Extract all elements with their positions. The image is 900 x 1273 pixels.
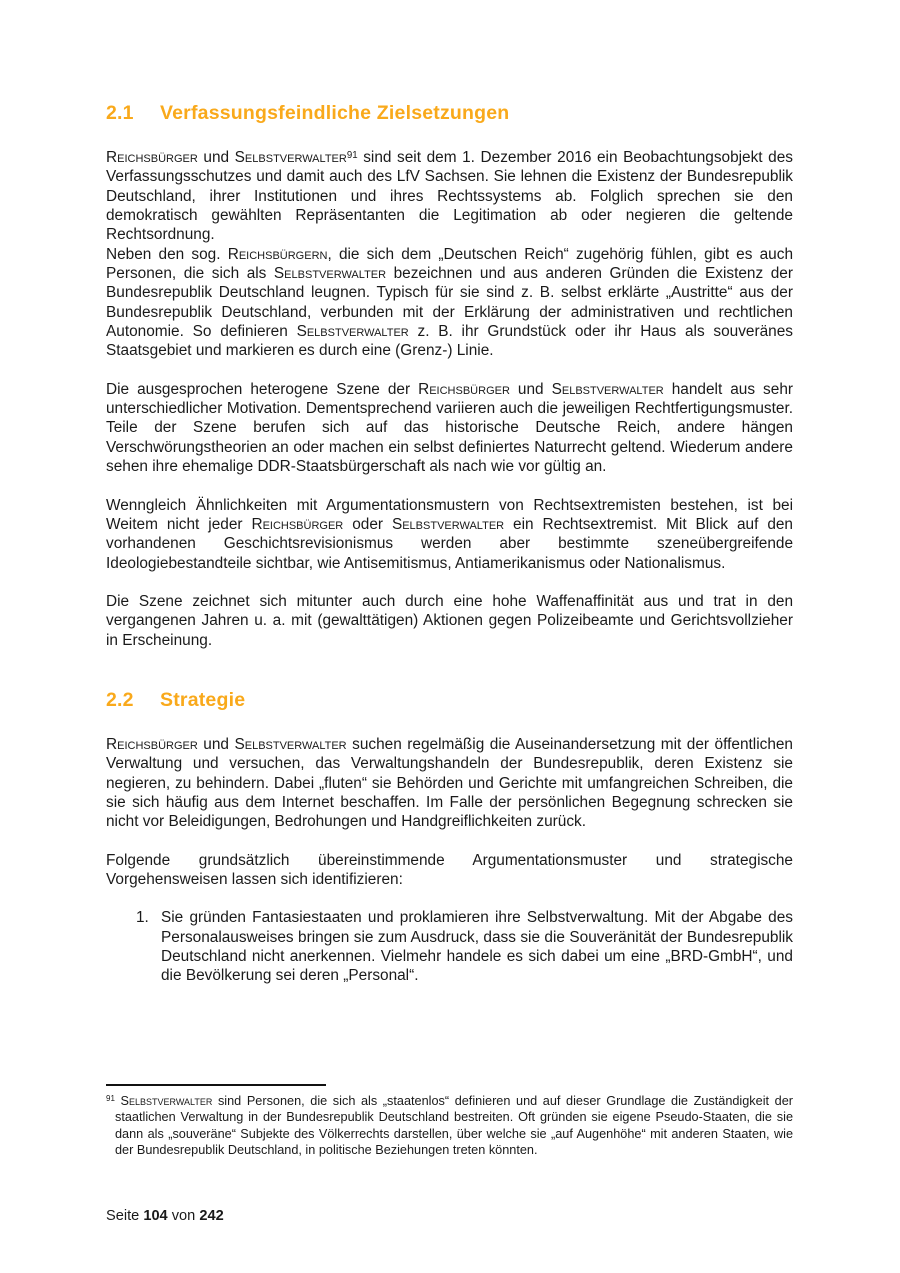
smallcaps-term: Selbstverwalter	[273, 265, 387, 283]
text-segment: sind Personen, die sich als „staatenlos“ definieren und auf dieser Grundlage die Zuständigkeit der staatlichen Verwaltung in der Bundesrepublik Deutschland bestreiten. Oft gründen sie eigene Pseudo-Staaten, die sie dann als „souveräne“ Subjekte des Völkerrechts darstellen, über welche sie „auf Augenhöhe“ mit anderen Staaten, wie der Bundesrepublik Deutschland, in politische Beziehungen treten könnten.	[115, 1094, 793, 1157]
text-segment: bezeichnen und aus anderen Gründen die Existenz der Bundesrepublik Deutschland leugnen. Typisch für sie sind z. B. selbst erklärte „Austritte“ aus der Bundesrepublik Deutschland, verbunden mit der Erklärung der administrativen und rechtlichen Autonomie. So definieren	[106, 265, 793, 341]
text-segment: und	[509, 380, 552, 398]
paragraph	[106, 380, 793, 477]
paragraph	[106, 245, 793, 361]
text-segment: handelt aus sehr unterschiedlicher Motivation. Dementsprechend variieren auch die jeweiligen Rechtfertigungsmuster. Teile der Szene berufen sich auf das historische Deutsche Reich, andere hängen Verschwörungstheorien an oder machen ein selbst definiertes Naturrecht geltend. Wiederum andere sehen ihre ehemalige DDR-Staatsbürgerschaft als nach wie vor gültig an.	[106, 380, 794, 476]
section-title: Strategie	[160, 688, 246, 711]
numbered-list-item	[136, 908, 793, 985]
text-segment: Wenngleich Ähnlichkeiten mit Argumentationsmustern von Rechtsextremisten bestehen, ist bei Weitem nicht jeder	[106, 496, 793, 533]
footnote-area	[106, 1084, 793, 1158]
footer-of-label: von	[171, 1208, 196, 1224]
paragraph	[106, 148, 793, 245]
text-segment: sind seit dem 1. Dezember 2016 ein Beobachtungsobjekt des Verfassungsschutzes und damit auch des LfV Sachsen. Sie lehnen die Existenz der Bundesrepublik Deutschland, ihrer Institutionen und ihres Rechtssystems ab. Folglich sprechen sie den demokratisch gewählten Repräsentanten die Legitimation ab oder negieren die geltende Rechtsordnung.	[106, 149, 793, 244]
text-segment: ein Rechtsextremist. Mit Blick auf den vorhandenen Geschichtsrevisionismus werden aber bestimmte szeneübergreifende Ideologiebestandteile sichtbar, wie Antisemitismus, Antiamerikanismus oder Nationalismus.	[106, 515, 793, 572]
text-segment: z. B. ihr Grundstück oder ihr Haus als souveränes Staatsgebiet und markieren es durch eine (Grenz-) Linie.	[106, 323, 793, 360]
text-segment: Die ausgesprochen heterogene Szene der	[106, 380, 419, 398]
text-segment: und	[197, 735, 235, 753]
text-segment: suchen regelmäßig die Auseinandersetzung mit der öffentlichen Verwaltung und versuchen, das Verwaltungshandeln der Bundesrepublik, deren Existenz sie negieren, zu behindern. Dabei „fluten“ sie Behörden und Gerichte mit umfangreichen Schreiben, die sie sich häufig aus dem Internet beschaffen. Im Falle der persönlichen Begegnung schrecken sie nicht vor Beleidigungen, Bedrohungen und Handgreiflichkeiten zurück.	[106, 735, 793, 831]
paragraph	[106, 592, 793, 650]
smallcaps-term: Selbstverwalter	[120, 1094, 213, 1108]
smallcaps-term: Selbstverwalter	[234, 735, 347, 753]
smallcaps-term: Reichsbürger	[251, 515, 344, 533]
text-segment: Folgende grundsätzlich übereinstimmende Argumentationsmuster und strategische Vorgehensweisen lassen sich identifizieren:	[106, 851, 793, 888]
paragraph	[106, 735, 793, 832]
smallcaps-term: Reichsbürgern	[227, 245, 328, 263]
section-heading-2-1	[106, 100, 793, 127]
smallcaps-term: Reichsbürger	[106, 149, 198, 166]
footnote-ref: 91	[346, 149, 358, 161]
footnote-separator	[106, 1084, 326, 1086]
footer-label: Seite	[106, 1208, 140, 1224]
section-title: Verfassungsfeindliche Zielsetzungen	[160, 102, 510, 124]
smallcaps-term: Selbstverwalter	[551, 380, 664, 398]
page-content	[106, 100, 793, 986]
smallcaps-term: Selbstverwalter	[296, 323, 409, 341]
smallcaps-term: Selbstverwalter	[234, 149, 347, 166]
paragraph	[106, 851, 793, 890]
smallcaps-term: Reichsbürger	[106, 735, 198, 753]
page-footer	[106, 1207, 224, 1226]
text-segment: , die sich dem „Deutschen Reich“ zugehörig fühlen, gibt es auch Personen, die sich als	[106, 245, 793, 283]
list-item-marker: 1.	[136, 909, 149, 927]
footer-total-pages: 242	[199, 1208, 224, 1224]
footnote-text	[106, 1093, 793, 1158]
text-segment: oder	[343, 515, 392, 533]
smallcaps-term: Selbstverwalter	[391, 515, 505, 533]
text-segment: Die Szene zeichnet sich mitunter auch durch eine hohe Waffenaffinität aus und trat in den vergangenen Jahren u. a. mit (gewalttätigen) Aktionen gegen Polizeibeamte und Gerichtsvollzieher in Erscheinung.	[106, 592, 793, 649]
paragraph	[106, 496, 793, 573]
text-segment: und	[197, 149, 235, 166]
footer-page-number: 104	[143, 1208, 168, 1224]
list-item-text	[161, 908, 793, 985]
text-segment: Sie gründen Fantasiestaaten und proklamieren ihre Selbstverwaltung. Mit der Abgabe des Personalausweises bringen sie zum Ausdruck, dass sie die Souveränität der Bundesrepublik Deutschland nicht anerkennen. Vielmehr handele es sich dabei um eine „BRD-GmbH“, und die Bevölkerung sei deren „Personal“.	[161, 909, 793, 985]
section-heading-2-2	[106, 687, 793, 714]
footnote-ref: 91	[106, 1094, 115, 1104]
text-segment: Neben den sog.	[106, 245, 228, 263]
section-number: 2.1	[106, 102, 134, 124]
smallcaps-term: Reichsbürger	[418, 380, 510, 398]
section-number: 2.2	[106, 688, 134, 711]
